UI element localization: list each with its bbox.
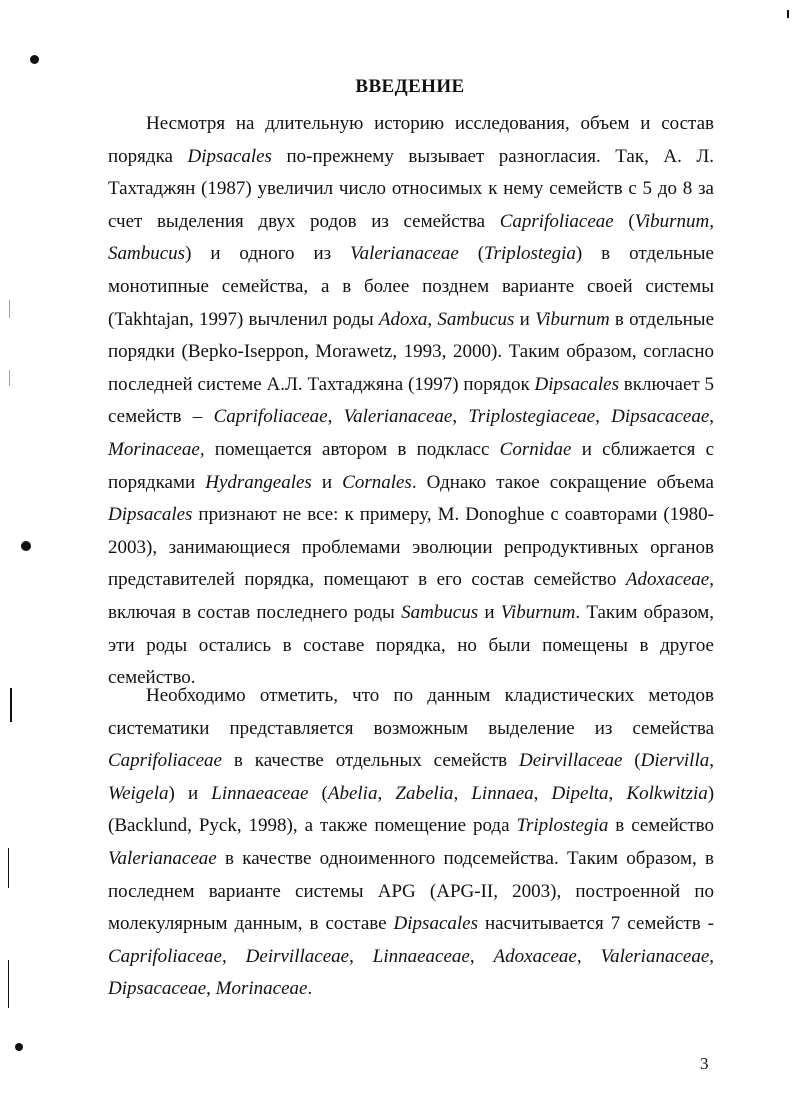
scan-dot-artifact (30, 55, 39, 64)
italic-term: Cornidae (499, 438, 572, 460)
text-run: ) в отдельные монотипные семейства, а в более позднем варианте своей системы (Takhtajan, 1997) вычленил роды (108, 243, 714, 330)
italic-term: Viburnum, Sambucus (108, 210, 715, 265)
text-run: ) (Backlund, Pyck, 1998), а также помещение рода (108, 782, 715, 837)
italic-term: Viburnum (535, 308, 610, 330)
text-run: насчитывается 7 семейств - (477, 913, 714, 935)
text-run: и (311, 471, 343, 493)
italic-term: Valerianaceae (108, 847, 217, 869)
text-run: в качестве одноименного подсемейства. Таким образом, в последнем варианте системы APG (APG-II, 2003), построенной по молекулярным данным, в составе (108, 847, 714, 935)
text-run: , (453, 782, 472, 804)
italic-term: Triplostegia (484, 243, 576, 265)
text-run: ( (613, 210, 635, 232)
page-number: 3 (700, 1054, 709, 1073)
paragraph-1 (108, 108, 714, 695)
italic-term: Linnaeaceae (211, 782, 309, 804)
text-run: , (349, 945, 373, 967)
text-run: , (595, 406, 612, 428)
text-run: , (327, 406, 344, 428)
italic-term: Linnaea (471, 782, 534, 804)
text-run: . Однако такое сокращение объема (411, 471, 714, 493)
italic-term: Adoxaceae (625, 569, 710, 591)
text-run: Несмотря на длительную историю исследования, объем и состав порядка (108, 113, 714, 167)
text-run: , (533, 782, 552, 804)
italic-term: Sambucus (401, 601, 479, 623)
italic-term: Caprifoliaceae (213, 406, 328, 428)
italic-term: Abelia (327, 782, 378, 804)
text-run: , (709, 750, 714, 772)
italic-term: Triplostegia (516, 815, 609, 837)
italic-term: Sambucus (437, 308, 515, 330)
italic-term: Viburnum (500, 601, 576, 623)
italic-term: Valerianaceae (600, 945, 710, 967)
italic-term: Diervilla (640, 750, 710, 772)
paragraph-2 (108, 680, 714, 1006)
italic-term: Caprifoliaceae (108, 750, 222, 772)
text-run: , (709, 406, 715, 428)
italic-term: Dipsacaceae (108, 978, 207, 1000)
text-run: Необходимо отметить, что по данным кладистических методов систематики представляется возможным выделение из семейства (108, 685, 714, 739)
italic-term: Valerianaceae (343, 406, 453, 428)
text-run: ) и одного из (185, 243, 351, 265)
italic-term: Deirvillaceae (519, 750, 623, 772)
italic-term: Dipsacaceae (611, 406, 710, 428)
text-run: . (307, 978, 313, 1000)
scan-line-artifact (8, 848, 9, 888)
text-run: , (709, 945, 714, 967)
text-run: ) и (168, 782, 212, 804)
text-run: . Таким образом, эти роды остались в составе порядка, но были помещены в другое семейство. (108, 601, 715, 689)
text-run: и (478, 601, 501, 623)
italic-term: Valerianaceae (350, 243, 459, 265)
text-run: признают не все: к примеру, M. Donoghue с соавторами (1980-2003), занимающиеся проблемами эволюции репродуктивных органов представителей порядка, помещают в его состав семейство (108, 504, 714, 591)
text-run: , (206, 978, 216, 1000)
italic-term: Dipsacales (393, 913, 478, 935)
italic-term: Deirvillaceae (245, 945, 350, 967)
italic-term: Adoxaceae (493, 945, 577, 967)
italic-term: Adoxa (378, 308, 428, 330)
italic-term: Linnaeaceae (372, 945, 470, 967)
text-run: в качестве отдельных семейств (221, 750, 519, 772)
text-run: и (514, 308, 536, 330)
italic-term: Morinaceae (108, 438, 200, 460)
text-run: , (576, 945, 601, 967)
italic-term: Kolkwitzia (626, 782, 708, 804)
scan-line-artifact (787, 10, 789, 18)
text-run: ( (622, 750, 641, 772)
page-title: ВВЕДЕНИЕ (355, 76, 465, 97)
text-run: , помещается автором в подкласс (199, 438, 500, 460)
text-run: , (608, 782, 627, 804)
text-run: в семейство (608, 815, 714, 837)
scan-dot-artifact (21, 541, 31, 551)
scan-line-artifact (8, 960, 9, 1008)
text-run: , (469, 945, 494, 967)
text-run: , (221, 945, 246, 967)
text-run: ( (308, 782, 328, 804)
text-run: , (452, 406, 469, 428)
italic-term: Caprifoliaceae (108, 945, 222, 967)
italic-term: Caprifoliaceae (499, 210, 614, 232)
italic-term: Zabelia (395, 782, 454, 804)
italic-term: Cornales (342, 471, 412, 493)
scan-dot-artifact (15, 1043, 23, 1051)
italic-term: Dipsacales (108, 504, 193, 526)
italic-term: Hydrangeales (205, 471, 312, 493)
text-run: , (427, 308, 438, 330)
italic-term: Triplostegiaceae (468, 406, 596, 428)
italic-term: Weigela (108, 782, 169, 804)
text-run: ( (458, 243, 485, 265)
scan-line-artifact (9, 300, 10, 318)
scan-line-artifact (9, 370, 10, 386)
paragraph-text (108, 680, 714, 1006)
text-run: включает 5 семейств – (108, 373, 714, 428)
italic-term: Dipsacales (534, 373, 619, 395)
italic-term: Morinaceae (215, 978, 308, 1000)
paragraph-text (108, 108, 714, 695)
text-run: и сближается с порядками (108, 438, 714, 493)
text-run: по-прежнему вызывает разногласия. Так, А. Л. Тахтаджян (1987) увеличил число относимых к нему семейств с 5 до 8 за счет выделения двух родов из семейства (108, 145, 715, 232)
scan-line-artifact (10, 688, 12, 722)
italic-term: Dipsacales (187, 145, 272, 167)
text-run: , (377, 782, 396, 804)
text-run: , включая в состав последнего роды (108, 569, 714, 623)
text-run: в отдельные порядки (Bepko-Iseppon, Morawetz, 1993, 2000). Таким образом, согласно последней системе А.Л. Тахтаджяна (1997) порядок (108, 308, 715, 395)
italic-term: Dipelta (551, 782, 609, 804)
